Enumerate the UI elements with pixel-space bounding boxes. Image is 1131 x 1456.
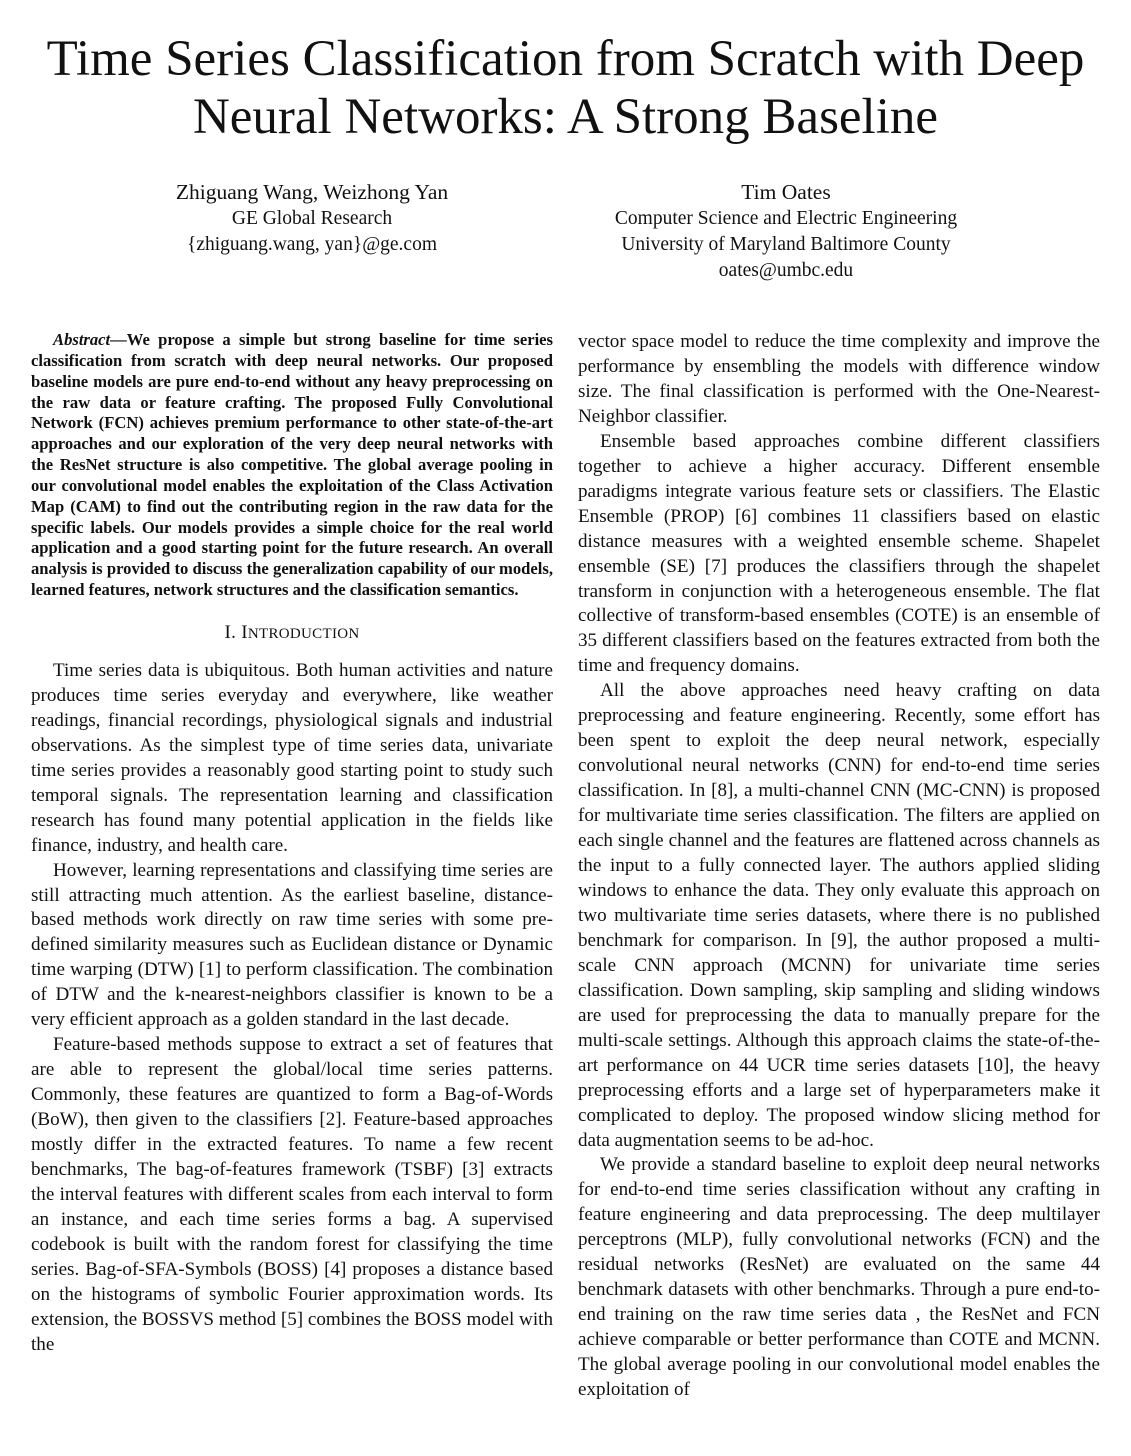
paper-title [0,30,1131,146]
author-block-ge [112,178,512,258]
author-email: {zhiguang.wang, yan}@ge.com [186,234,438,255]
abstract-text: —We propose a simple but strong baseline for time series classification from scratch with deep neural networks. Our proposed baseline models are pure end-to-end without any heavy preprocessing on the raw data or feature crafting. The proposed Fully Convolutional Network (FCN) achieves premium performance to other state-of-the-art approaches and our exploration of the very deep neural networks with the ResNet structure is also competitive. The global average pooling in our convolutional model enables the exploitation of the Class Activation Map (CAM) to find out the contributing region in the raw data for the specific labels. Our models provides a simple choice for the real world application and a good starting point for the future research. An overall analysis is provided to discuss the generalization capability of our models, learned features, network structures and the classification semantics. [31,330,553,600]
author-names: Tim Oates [741,180,831,204]
abstract-label: Abstract [53,330,111,349]
paragraph: Feature-based methods suppose to extract a set of features that are able to represent the global/local time series patterns. Commonly, these features are quantized to form a Bag-of-Words (BoW), then given to the classifiers [2]. Feature-based approaches mostly differ in the extracted features. To name a few recent benchmarks, The bag-of-features framework (TSBF) [3] extracts the interval features with different scales from each interval to form an instance, and each time series forms a bag. A supervised codebook is built with the random forest for classifying the time series. Bag-of-SFA-Symbols (BOSS) [4] proposes a distance based on the histograms of symbolic Fourier approximation words. Its extension, the BOSSVS method [5] combines the BOSS model with the [31,1034,553,1355]
author-department: Computer Science and Electric Engineering [614,208,958,229]
section-heading-introduction [31,621,553,647]
left-column [31,330,553,1358]
author-email: oates@umbc.edu [718,260,854,281]
paragraph: Ensemble based approaches combine different classifiers together to achieve a higher accuracy. Different ensemble paradigms integrate various feature sets or classifiers. The Elastic Ensemble (PROP) [6] combines 11 classifiers based on elastic distance measures with a weighted ensemble scheme. Shapelet ensemble (SE) [7] produces the classifiers through the shapelet transform in conjunction with a heterogeneous ensemble. The flat collective of transform-based ensembles (COTE) is an ensemble of 35 different classifiers based on the features extracted from both the time and frequency domains. [578,430,1100,677]
right-column [578,330,1100,1403]
paragraph-continued: vector space model to reduce the time complexity and improve the performance by ensembling the models with difference window size. The final classification is performed with the One-Nearest-Neighbor classifier. [578,331,1100,427]
paragraph: However, learning representations and classifying time series are still attracting much attention. As the earliest baseline, distance-based methods work directly on raw time series with some pre-defined similarity measures such as Euclidean distance or Dynamic time warping (DTW) [1] to perform classification. The combination of DTW and the k-nearest-neighbors classifier is known to be a very efficient approach as a golden standard in the last decade. [31,859,553,1031]
author-affiliation: University of Maryland Baltimore County [621,234,951,255]
author-block-umbc [561,178,1011,284]
section-title-rest: NTRODUCTION [247,625,360,642]
abstract [31,330,553,601]
section-title-initial: I [241,621,248,643]
author-affiliation: GE Global Research [231,208,393,229]
author-names: Zhiguang Wang, Weizhong Yan [175,180,449,204]
paragraph: All the above approaches need heavy crafting on data preprocessing and feature engineering. Recently, some effort has been spent to exploit the deep neural network, especially convolutional neural networks (CNN) for end-to-end time series classification. In [8], a multi-channel CNN (MC-CNN) is proposed for multivariate time series classification. The filters are applied on each single channel and the features are flattened across channels as the input to a fully connected layer. The authors applied sliding windows to enhance the data. They only evaluate this approach on two multivariate time series datasets, where there is no published benchmark for comparison. In [9], the author proposed a multi-scale CNN approach (MCNN) for univariate time series classification. Down sampling, skip sampling and sliding windows are used for preprocessing the data to manually prepare for the multi-scale settings. Although this approach claims the state-of-the-art performance on 44 UCR time series datasets [10], the heavy preprocessing efforts and a large set of hyperparameters make it complicated to deploy. The proposed window slicing method for data augmentation seems to be ad-hoc. [578,680,1100,1151]
paragraph: We provide a standard baseline to exploit deep neural networks for end-to-end time series classification without any crafting in feature engineering and data preprocessing. The deep multilayer perceptrons (MLP), fully convolutional networks (FCN) and the residual networks (ResNet) are evaluated on the same 44 benchmark datasets with other benchmarks. Through a pure end-to-end training on the raw time series data , the ResNet and FCN achieve comparable or better performance than COTE and MCNN. The global average pooling in our convolutional model enables the exploitation of [578,1154,1100,1401]
paragraph: Time series data is ubiquitous. Both human activities and nature produces time series everyday and everywhere, like weather readings, financial recordings, physiological signals and industrial observations. As the simplest type of time series data, univariate time series provides a reasonably good starting point to study such temporal signals. The representation learning and classification research has found many potential application in the fields like finance, industry, and health care. [31,659,553,856]
title-line-2: Neural Networks: A Strong Baseline [192,89,939,145]
section-number: I. [224,621,237,643]
title-line-1: Time Series Classification from Scratch with Deep [46,31,1085,87]
